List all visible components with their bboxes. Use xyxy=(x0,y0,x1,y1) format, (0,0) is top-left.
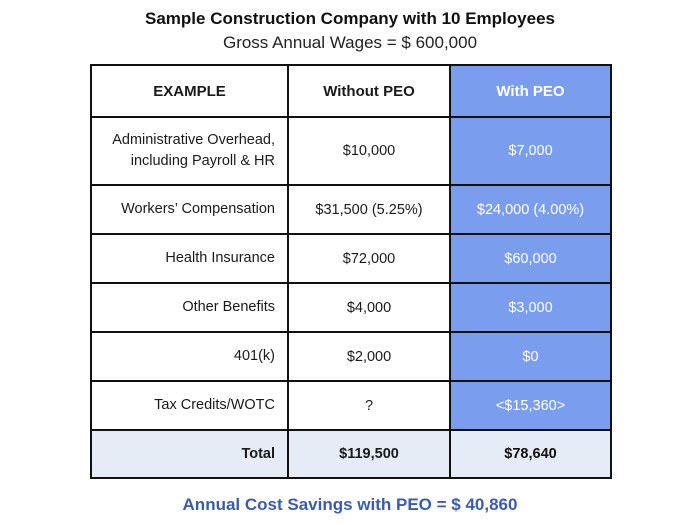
with-peo-value: $24,000 (4.00%) xyxy=(450,185,611,234)
with-peo-value: $60,000 xyxy=(450,234,611,283)
row-label xyxy=(91,117,288,185)
table-row xyxy=(91,185,611,234)
without-peo-value: $4,000 xyxy=(288,283,450,332)
comparison-table xyxy=(90,64,612,479)
table-row xyxy=(91,381,611,430)
column-header-without-peo: Without PEO xyxy=(288,65,450,117)
without-peo-value: $10,000 xyxy=(288,117,450,185)
annual-savings: Annual Cost Savings with PEO = $ 40,860 xyxy=(182,495,518,514)
total-row xyxy=(91,430,611,478)
without-peo-value: $31,500 (5.25%) xyxy=(288,185,450,234)
table-header-row xyxy=(91,65,611,117)
total-with-peo: $78,640 xyxy=(450,430,611,478)
row-label: Other Benefits xyxy=(91,283,288,332)
with-peo-value: <$15,360> xyxy=(450,381,611,430)
total-label: Total xyxy=(91,430,288,478)
page-title: Sample Construction Company with 10 Employees xyxy=(145,9,555,28)
column-header-with-peo: With PEO xyxy=(450,65,611,117)
with-peo-value: $7,000 xyxy=(450,117,611,185)
without-peo-value: $2,000 xyxy=(288,332,450,381)
row-label: Tax Credits/WOTC xyxy=(91,381,288,430)
total-without-peo: $119,500 xyxy=(288,430,450,478)
with-peo-value: $0 xyxy=(450,332,611,381)
with-peo-value: $3,000 xyxy=(450,283,611,332)
row-label: 401(k) xyxy=(91,332,288,381)
without-peo-value: $72,000 xyxy=(288,234,450,283)
table-row xyxy=(91,283,611,332)
table-row xyxy=(91,332,611,381)
table-row xyxy=(91,234,611,283)
table-row xyxy=(91,117,611,185)
row-label: Health Insurance xyxy=(91,234,288,283)
row-label-line: Administrative Overhead, xyxy=(112,132,275,148)
column-header-example: EXAMPLE xyxy=(91,65,288,117)
row-label-line: including Payroll & HR xyxy=(130,153,275,169)
row-label: Workers’ Compensation xyxy=(91,185,288,234)
page-subtitle: Gross Annual Wages = $ 600,000 xyxy=(222,33,478,52)
without-peo-value: ? xyxy=(288,381,450,430)
